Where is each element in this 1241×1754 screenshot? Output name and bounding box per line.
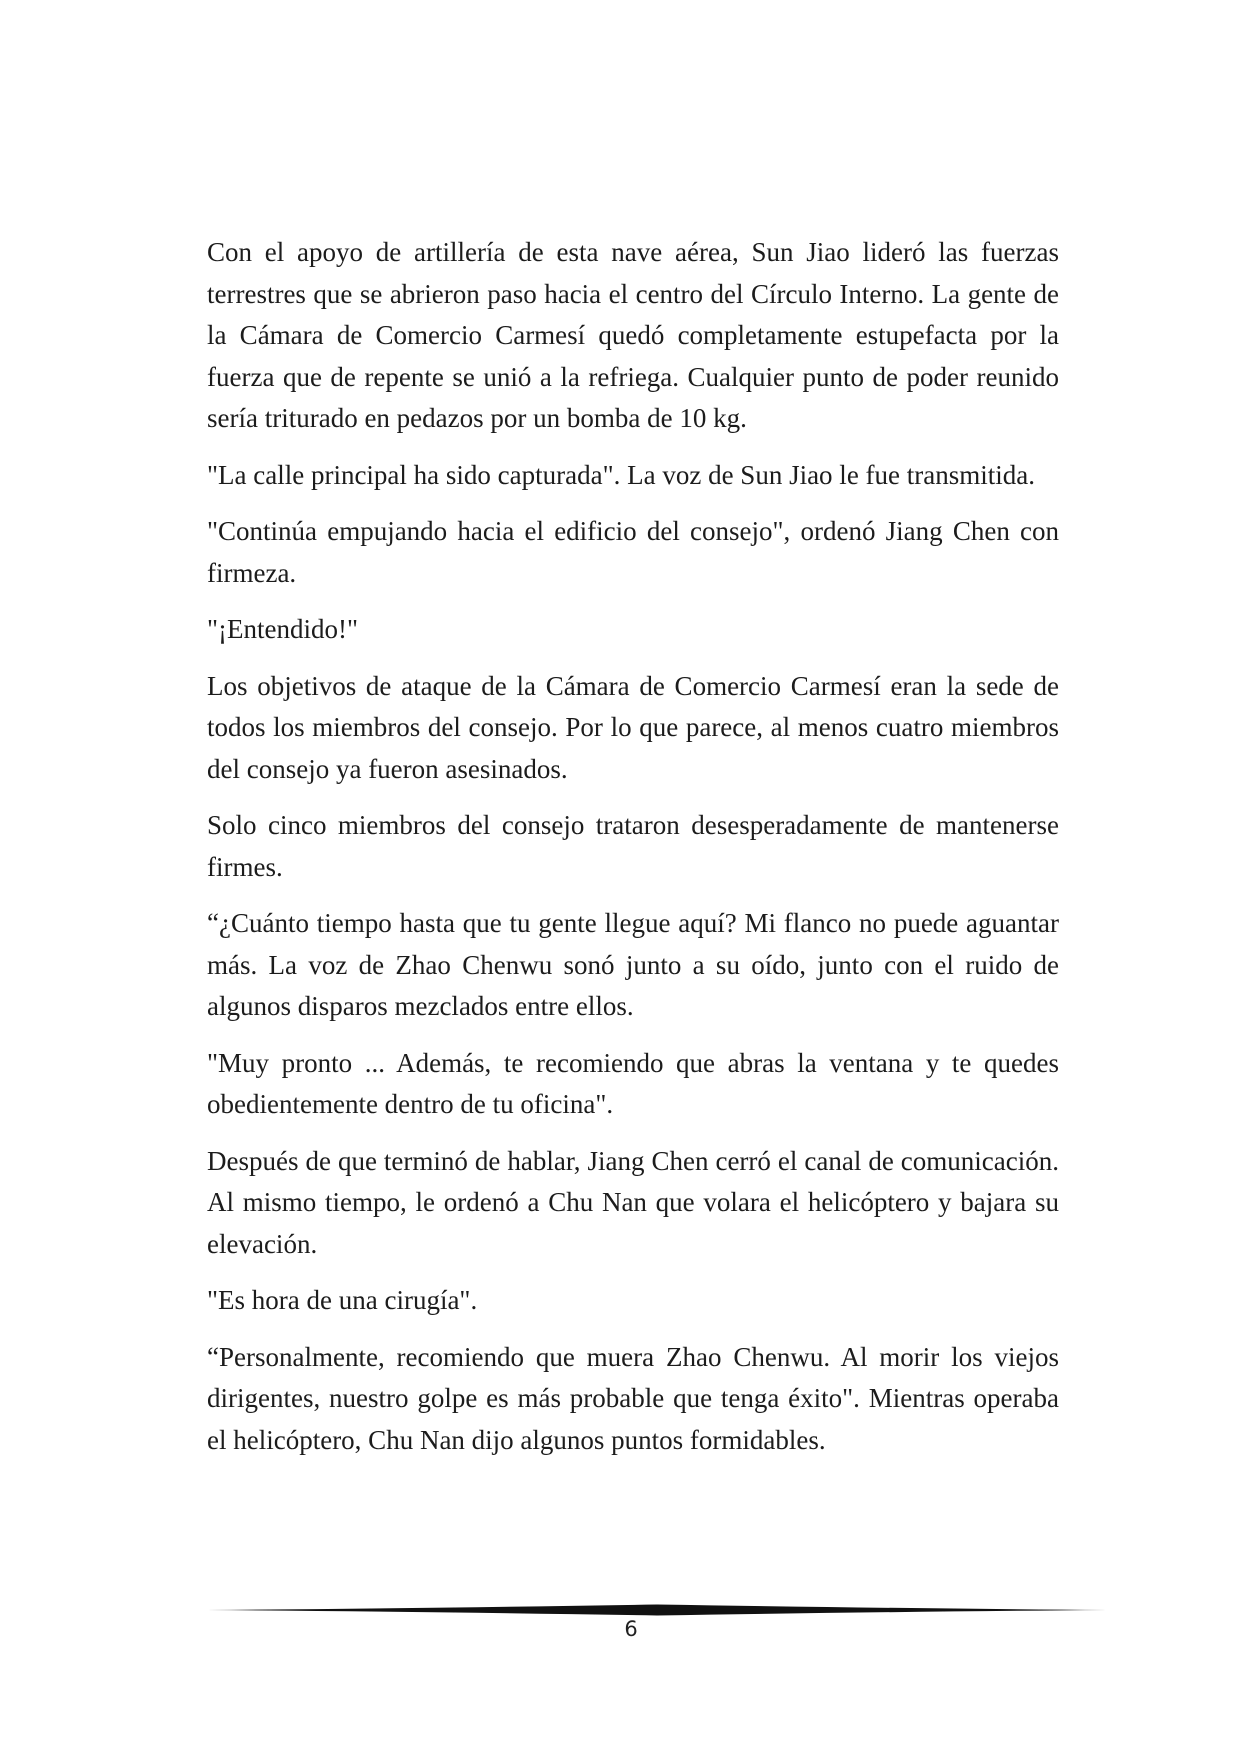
page-body xyxy=(207,232,1059,1476)
paragraph-1: Con el apoyo de artillería de esta nave aérea, Sun Jiao lideró las fuerzas terrestres que se abrieron paso hacia el centro del Círculo Interno. La gente de la Cámara de Comercio Carmesí quedó completamente estupefacta por la fuerza que de repente se unió a la refriega. Cualquier punto de poder reunido sería triturado en pedazos por un bomba de 10 kg. xyxy=(207,237,1059,433)
paragraph-7: “¿Cuánto tiempo hasta que tu gente llegue aquí? Mi flanco no puede aguantar más. La voz de Zhao Chenwu sonó junto a su oído, junto con el ruido de algunos disparos mezclados entre ellos. xyxy=(207,908,1059,1021)
footer-divider xyxy=(207,1603,1107,1617)
paragraph-11: “Personalmente, recomiendo que muera Zhao Chenwu. Al morir los viejos dirigentes, nuestro golpe es más probable que tenga éxito". Mientras operaba el helicóptero, Chu Nan dijo algunos puntos formidables. xyxy=(207,1341,1059,1455)
paragraph-8: "Muy pronto ... Además, te recomiendo que abras la ventana y te quedes obedientemente dentro de tu oficina". xyxy=(207,1047,1059,1119)
paragraph-2: "La calle principal ha sido capturada". La voz de Sun Jiao le fue transmitida. xyxy=(207,459,1035,490)
paragraph-5: Los objetivos de ataque de la Cámara de Comercio Carmesí eran la sede de todos los miembros del consejo. Por lo que parece, al menos cuatro miembros del consejo ya fueron asesinados. xyxy=(207,670,1059,784)
page-number: 6 xyxy=(624,1617,638,1641)
paragraph-9: Después de que terminó de hablar, Jiang Chen cerró el canal de comunicación. Al mismo tiempo, le ordenó a Chu Nan que volara el helicóptero y bajara su elevación. xyxy=(207,1145,1059,1259)
paragraph-10: "Es hora de una cirugía". xyxy=(207,1285,478,1315)
paragraph-6: Solo cinco miembros del consejo trataron desesperadamente de mantenerse firmes. xyxy=(207,810,1059,882)
paragraph-4: "¡Entendido!" xyxy=(207,614,359,644)
paragraph-3: "Continúa empujando hacia el edificio del consejo", ordenó Jiang Chen con firmeza. xyxy=(207,516,1059,588)
